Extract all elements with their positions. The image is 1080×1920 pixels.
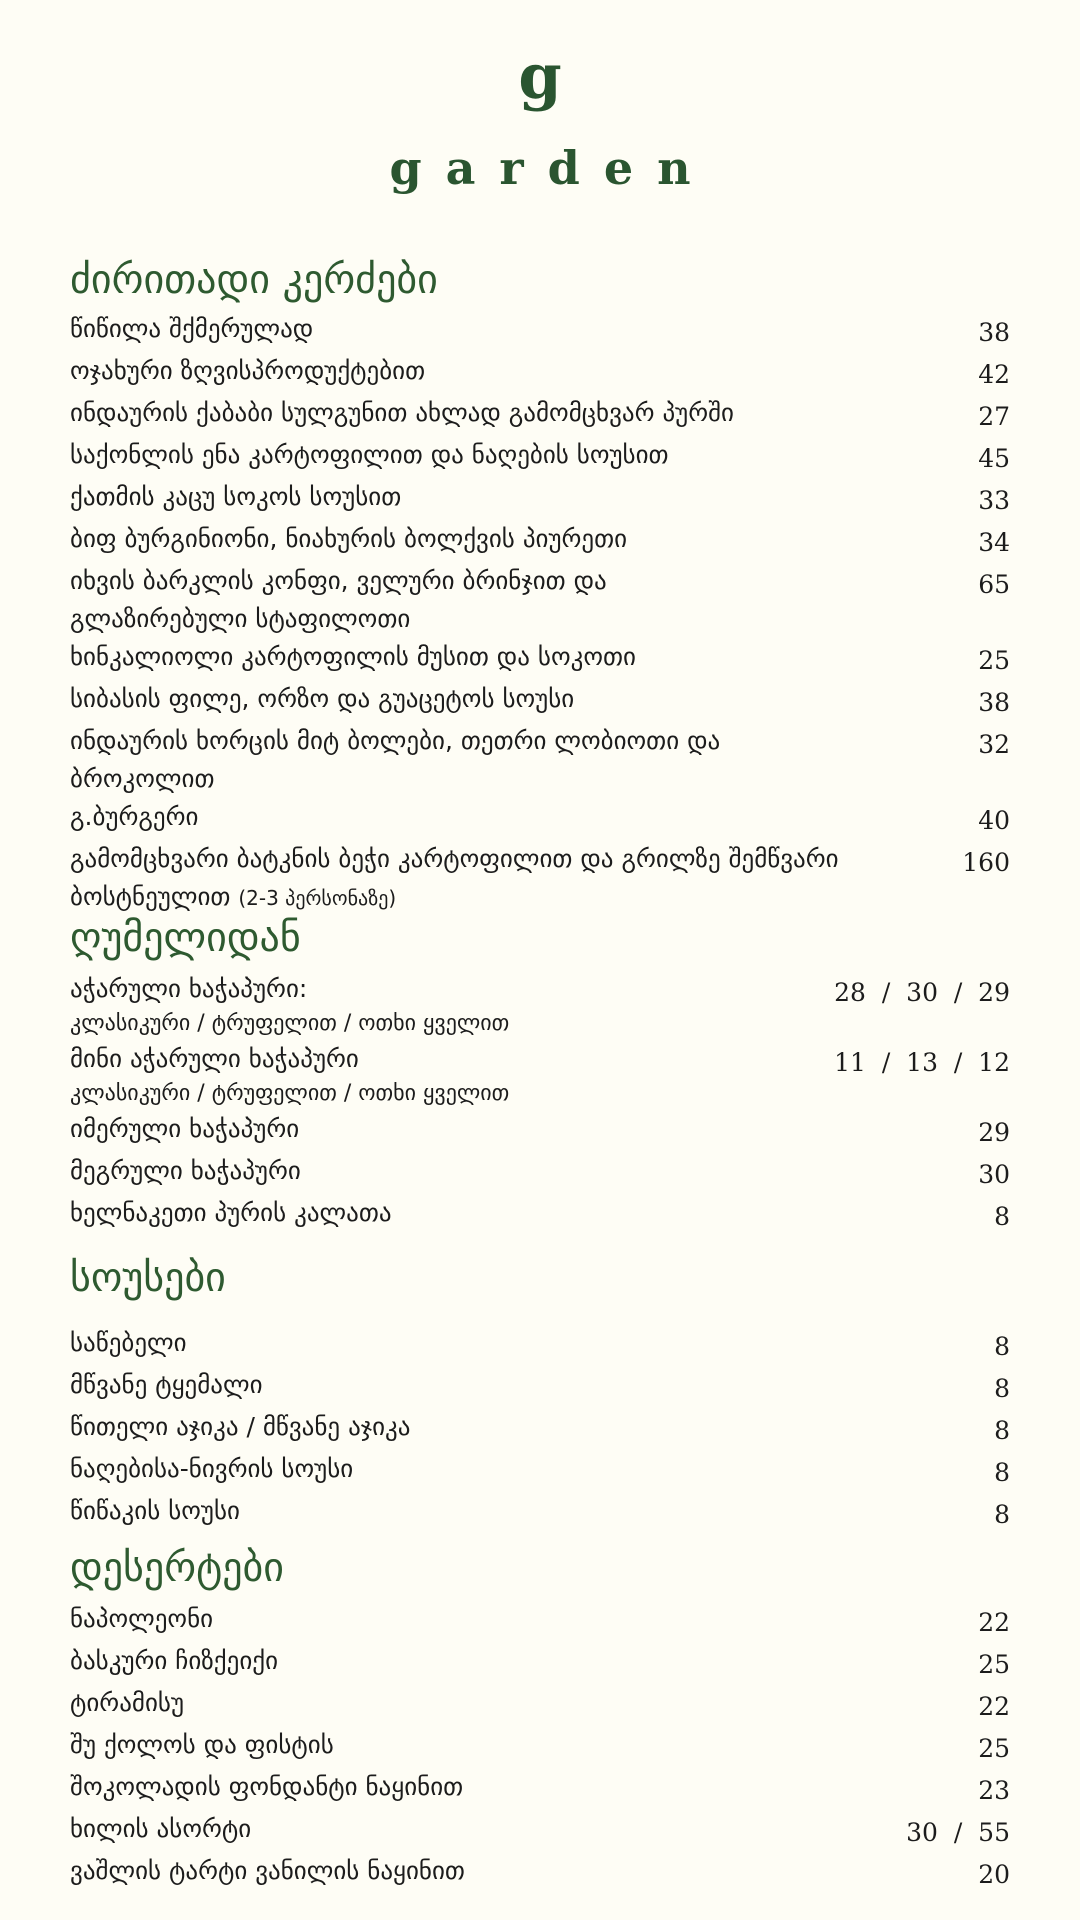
- menu-item: [70, 436, 1010, 478]
- menu-item: [70, 1684, 1010, 1726]
- item-price: 40: [978, 806, 1010, 835]
- menu-item: [70, 1600, 1010, 1642]
- menu-item: [70, 1408, 1010, 1450]
- item-price: 34: [978, 528, 1010, 557]
- item-price: 65: [978, 570, 1010, 599]
- menu-item: [70, 798, 1010, 840]
- menu-item: [70, 1450, 1010, 1492]
- item-price: 27: [978, 402, 1010, 431]
- item-name: ვაშლის ტარტი ვანილის ნაყინით: [70, 1856, 465, 1885]
- item-name: იმერული ხაჭაპური: [70, 1114, 300, 1143]
- item-price: 160: [962, 848, 1010, 877]
- item-name: საწებელი: [70, 1328, 187, 1357]
- menu-item: [70, 1642, 1010, 1684]
- item-price: 25: [978, 1734, 1010, 1763]
- item-price: 29: [978, 1118, 1010, 1147]
- item-price: 30: [978, 1160, 1010, 1189]
- menu-item: [70, 1726, 1010, 1768]
- section-sauces: [70, 1250, 1010, 1534]
- item-name: ბასკური ჩიზქეიქი: [70, 1646, 279, 1675]
- item-name: წითელი აჯიკა / მწვანე აჯიკა: [70, 1412, 411, 1441]
- item-name: წიწილა შქმერულად: [70, 314, 314, 343]
- section-desserts: [70, 1540, 1010, 1894]
- item-name: მწვანე ტყემალი: [70, 1370, 263, 1399]
- logo-mark: [0, 42, 1080, 112]
- item-name: [70, 970, 834, 1040]
- menu-item: [70, 722, 1010, 798]
- item-name: ინდაურის ხორცის მიტ ბოლები, თეთრი ლობიოთი და ბროკოლით: [70, 726, 721, 793]
- menu-item: [70, 1110, 1010, 1152]
- menu-item: [70, 310, 1010, 352]
- menu-item: [70, 1810, 1010, 1852]
- menu-item: [70, 680, 1010, 722]
- item-name: [70, 840, 890, 917]
- brand-name: garden: [389, 141, 715, 195]
- item-name: ხელნაკეთი პურის კალათა: [70, 1198, 392, 1227]
- section-title: დესერტები: [70, 1545, 284, 1591]
- item-name: ნაპოლეონი: [70, 1604, 214, 1633]
- item-price: 38: [978, 688, 1010, 717]
- item-name: ტირამისუ: [70, 1688, 185, 1717]
- menu-item: [70, 394, 1010, 436]
- item-name: გ.ბურგერი: [70, 802, 199, 831]
- section-title: ძირითადი კერძები: [70, 257, 438, 303]
- menu-item: [70, 562, 1010, 638]
- section-from-oven: [70, 910, 1010, 1236]
- item-name: წიწაკის სოუსი: [70, 1496, 240, 1525]
- menu-item: [70, 520, 1010, 562]
- menu-item: [70, 478, 1010, 520]
- item-name: მეგრული ხაჭაპური: [70, 1156, 301, 1185]
- item-name: შუ ქოლოს და ფისტის: [70, 1730, 334, 1759]
- item-name: შოკოლადის ფონდანტი ნაყინით: [70, 1772, 464, 1801]
- item-name-text: გამომცხვარი ბატკნის ბეჭი კარტოფილით და გრილზე შემწვარი ბოსტნეულით: [70, 844, 839, 911]
- item-price: 28 / 30 / 29: [834, 978, 1010, 1007]
- item-price: 8: [994, 1416, 1010, 1445]
- item-price: 8: [994, 1332, 1010, 1361]
- item-variants: კლასიკური / ტრუფელით / ოთხი ყველით: [70, 1011, 510, 1036]
- menu-item: [70, 638, 1010, 680]
- item-price: 25: [978, 1650, 1010, 1679]
- item-price: 32: [978, 730, 1010, 759]
- item-price: 33: [978, 486, 1010, 515]
- item-price: 30 / 55: [906, 1818, 1010, 1847]
- item-name: საქონლის ენა კარტოფილით და ნაღების სოუსით: [70, 440, 669, 469]
- menu-item: [70, 352, 1010, 394]
- item-variants: კლასიკური / ტრუფელით / ოთხი ყველით: [70, 1081, 510, 1106]
- item-price: 22: [978, 1608, 1010, 1637]
- menu-item: [70, 1194, 1010, 1236]
- item-name: ოჯახური ზღვისპროდუქტებით: [70, 356, 426, 385]
- section-main-dishes: [70, 252, 1010, 917]
- item-price: 42: [978, 360, 1010, 389]
- item-price: 23: [978, 1776, 1010, 1805]
- item-name-text: მინი აჭარული ხაჭაპური: [70, 1044, 359, 1073]
- item-name: სიბასის ფილე, ორზო და გუაცეტოს სოუსი: [70, 684, 575, 713]
- menu-item: [70, 840, 1010, 917]
- item-price: 25: [978, 646, 1010, 675]
- menu-item: [70, 1492, 1010, 1534]
- item-price: 20: [978, 1860, 1010, 1889]
- item-price: 38: [978, 318, 1010, 347]
- menu-item: [70, 1040, 1010, 1110]
- item-name: ინდაურის ქაბაბი სულგუნით ახლად გამომცხვარ პურში: [70, 398, 735, 427]
- logo-g-glyph: g: [518, 40, 562, 113]
- item-price: 11 / 13 / 12: [834, 1048, 1010, 1077]
- item-name: ხინკალიოლი კარტოფილის მუსით და სოკოთი: [70, 642, 636, 671]
- item-name-text: აჭარული ხაჭაპური:: [70, 974, 308, 1003]
- menu-item: [70, 1768, 1010, 1810]
- menu-item: [70, 1324, 1010, 1366]
- section-title: სოუსები: [70, 1255, 226, 1301]
- item-price: 8: [994, 1458, 1010, 1487]
- item-price: 8: [994, 1374, 1010, 1403]
- item-name: ნაღებისა-ნივრის სოუსი: [70, 1454, 354, 1483]
- menu-item: [70, 970, 1010, 1040]
- item-note: (2-3 პერსონაზე): [238, 886, 397, 910]
- item-name: [70, 1040, 834, 1110]
- item-name: ხილის ასორტი: [70, 1814, 252, 1843]
- item-name: ბიფ ბურგინიონი, ნიახურის ბოლქვის პიურეთი: [70, 524, 628, 553]
- menu-item: [70, 1366, 1010, 1408]
- item-name: ქათმის კაცუ სოკოს სოუსით: [70, 482, 402, 511]
- item-price: 45: [978, 444, 1010, 473]
- menu-item: [70, 1852, 1010, 1894]
- section-title: ღუმელიდან: [70, 915, 301, 961]
- menu-item: [70, 1152, 1010, 1194]
- item-price: 8: [994, 1202, 1010, 1231]
- item-name: იხვის ბარკლის კონფი, ველური ბრინჯით და გლაზირებული სტაფილოთი: [70, 566, 607, 633]
- item-price: 22: [978, 1692, 1010, 1721]
- item-price: 8: [994, 1500, 1010, 1529]
